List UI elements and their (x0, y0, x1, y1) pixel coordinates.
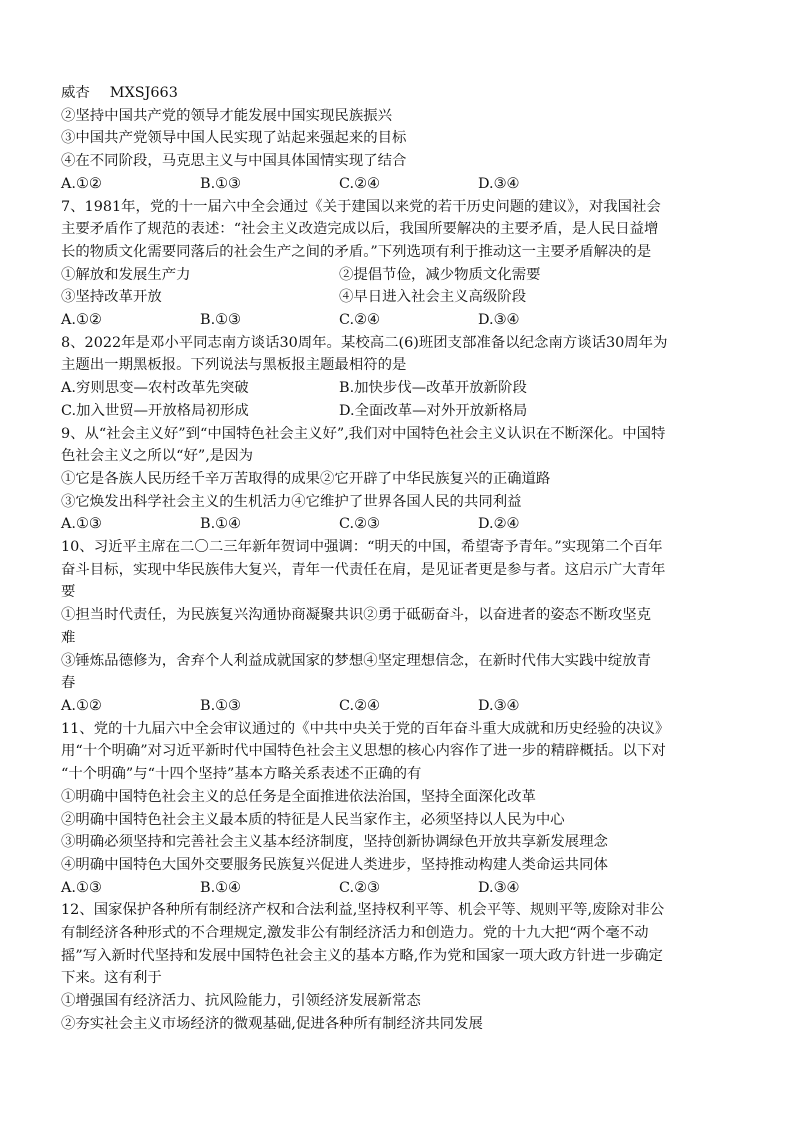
q6-options (61, 173, 741, 196)
q6-option-d[interactable]: D.③④ (478, 175, 520, 192)
question-11 (61, 718, 741, 900)
q7-stem-line: 长的物质文化需要同落后的社会生产之间的矛盾。”下列选项有利于推动这一主要矛盾解决的是 (61, 243, 652, 260)
question-12 (61, 899, 741, 1035)
q10-option-d[interactable]: D.③④ (478, 697, 520, 714)
question-9 (61, 423, 741, 537)
q9-option-a[interactable]: A.①③ (61, 516, 102, 533)
q8-options-row (61, 400, 741, 423)
q8-options-row (61, 377, 741, 400)
q10-items-line: 春 (61, 675, 76, 692)
header-code: MXSJ663 (109, 85, 178, 101)
q8-option-a[interactable]: A.穷则思变—农村改革先突破 (61, 380, 249, 397)
q9-option-d[interactable]: D.②④ (478, 516, 520, 533)
q11-option-c[interactable]: C.②③ (339, 879, 380, 896)
q12-stem-line: 下来。这有利于 (61, 970, 162, 987)
q12-stem-line: 有制经济各种形式的不合理规定,激发非公有制经济活力和创造力。党的十九大把“两个毫不动 (61, 925, 649, 942)
header-name: 威杏 (61, 85, 90, 101)
q11-stem-line: “十个明确”与“十四个坚持”基本方略关系表述不正确的有 (61, 766, 422, 783)
q6-item-3: ③中国共产党领导中国人民实现了站起来强起来的目标 (61, 130, 407, 147)
q12-stem-line: 12、国家保护各种所有制经济产权和合法利益,坚持权利平等、机会平等、规则平等,废除对非公 (61, 902, 665, 919)
page-header (61, 82, 741, 105)
q10-options (61, 695, 741, 718)
q6-option-b[interactable]: B.①③ (200, 175, 241, 192)
q12-item-2: ②夯实社会主义市场经济的微观基础,促进各种所有制经济共同发展 (61, 1015, 483, 1032)
q7-item-4: ④早日进入社会主义高级阶段 (339, 289, 527, 306)
q7-option-d[interactable]: D.③④ (478, 312, 520, 329)
q8-option-d[interactable]: D.全面改革—对外开放新格局 (339, 402, 528, 419)
q10-items-line: ①担当时代责任，为民族复兴沟通协商凝聚共识②勇于砥砺奋斗，以奋进者的姿态不断攻坚克 (61, 607, 652, 624)
q9-items-line: ①它是各族人民历经千辛万苦取得的成果②它开辟了中华民族复兴的正确道路 (61, 470, 551, 487)
q12-item-1: ①增强国有经济活力、抗风险能力，引领经济发展新常态 (61, 993, 421, 1010)
exam-page (61, 82, 741, 1036)
q9-options (61, 513, 741, 536)
q11-stem-line: 11、党的十九届六中全会审议通过的《中共中央关于党的百年奋斗重大成就和历史经验的决议》 (61, 720, 670, 737)
q7-item-1: ①解放和发展生产力 (61, 266, 191, 283)
q6-option-a[interactable]: A.①② (61, 175, 102, 192)
q9-option-c[interactable]: C.②③ (339, 516, 380, 533)
q11-item-3: ③明确必须坚持和完善社会主义基本经济制度，坚持创新协调绿色开放共享新发展理念 (61, 834, 608, 851)
question-6-tail (61, 105, 741, 196)
q7-stem-line: 7、1981年，党的十一届六中全会通过《关于建国以来党的若干历史问题的建议》，对我国社会 (61, 198, 661, 215)
q11-item-2: ②明确中国特色社会主义最本质的特征是人民当家作主，必须坚持以人民为中心 (61, 811, 565, 828)
q9-stem-line: 9、从“社会主义好”到“中国特色社会主义好”,我们对中国特色社会主义认识在不断深化。中国特 (61, 425, 666, 442)
question-7 (61, 196, 741, 332)
q8-option-b[interactable]: B.加快步伐—改革开放新阶段 (339, 380, 527, 397)
q11-option-b[interactable]: B.①④ (200, 879, 241, 896)
q7-items-row (61, 286, 741, 309)
q11-option-d[interactable]: D.③④ (478, 879, 520, 896)
q6-option-c[interactable]: C.②④ (339, 175, 380, 192)
q7-item-2: ②提倡节俭，减少物质文化需要 (339, 266, 541, 283)
q10-stem-line: 奋斗目标，实现中华民族伟大复兴，青年一代责任在肩，是见证者更是参与者。这启示广大青年 (61, 561, 666, 578)
q10-items-line: ③锤炼品德修为，舍弃个人利益成就国家的梦想④坚定理想信念，在新时代伟大实践中绽放青 (61, 652, 652, 669)
q10-items-line: 难 (61, 629, 76, 646)
q7-option-b[interactable]: B.①③ (200, 312, 241, 329)
q11-option-a[interactable]: A.①③ (61, 879, 102, 896)
q11-stem-line: 用“十个明确”对习近平新时代中国特色社会主义思想的核心内容作了进一步的精辟概括。以下对 (61, 743, 666, 760)
q7-items-row (61, 264, 741, 287)
q11-item-4: ④明确中国特色大国外交要服务民族复兴促进人类进步，坚持推动构建人类命运共同体 (61, 856, 608, 873)
q9-option-b[interactable]: B.①④ (200, 516, 241, 533)
q8-stem-line: 主题出一期黑板报。下列说法与黑板报主题最相符的是 (61, 357, 407, 374)
q10-option-c[interactable]: C.②④ (339, 697, 380, 714)
question-10 (61, 536, 741, 718)
q7-option-a[interactable]: A.①② (61, 312, 102, 329)
q10-option-b[interactable]: B.①③ (200, 697, 241, 714)
q10-stem-line: 10、习近平主席在二〇二三年新年贺词中强调：“明天的中国，希望寄予青年。”实现第二个百年 (61, 539, 663, 556)
q9-stem-line: 色社会主义之所以“好”,是因为 (61, 448, 253, 465)
q12-stem-line: 摇”写入新时代坚持和发展中国特色社会主义的基本方略,作为党和国家一项大政方针进一步确定 (61, 947, 663, 964)
q8-option-c[interactable]: C.加入世贸—开放格局初形成 (61, 402, 249, 419)
q11-options (61, 877, 741, 900)
q9-items-line: ③它焕发出科学社会主义的生机活力④它维护了世界各国人民的共同利益 (61, 493, 522, 510)
q6-item-4: ④在不同阶段，马克思主义与中国具体国情实现了结合 (61, 153, 407, 170)
q10-option-a[interactable]: A.①② (61, 697, 102, 714)
q10-stem-line: 要 (61, 584, 76, 601)
q7-item-3: ③坚持改革开放 (61, 289, 162, 306)
q8-stem-line: 8、2022年是邓小平同志南方谈话30周年。某校高二(6)班团支部准备以纪念南方谈话30周年为 (61, 334, 668, 351)
q7-options (61, 309, 741, 332)
q7-option-c[interactable]: C.②④ (339, 312, 380, 329)
q11-item-1: ①明确中国特色社会主义的总任务是全面推进依法治国，坚持全面深化改革 (61, 788, 536, 805)
q7-stem-line: 主要矛盾作了规范的表述：“社会主义改造完成以后，我国所要解决的主要矛盾，是人民日益增 (61, 221, 659, 238)
question-8 (61, 332, 741, 423)
q6-item-2: ②坚持中国共产党的领导才能发展中国实现民族振兴 (61, 107, 392, 124)
